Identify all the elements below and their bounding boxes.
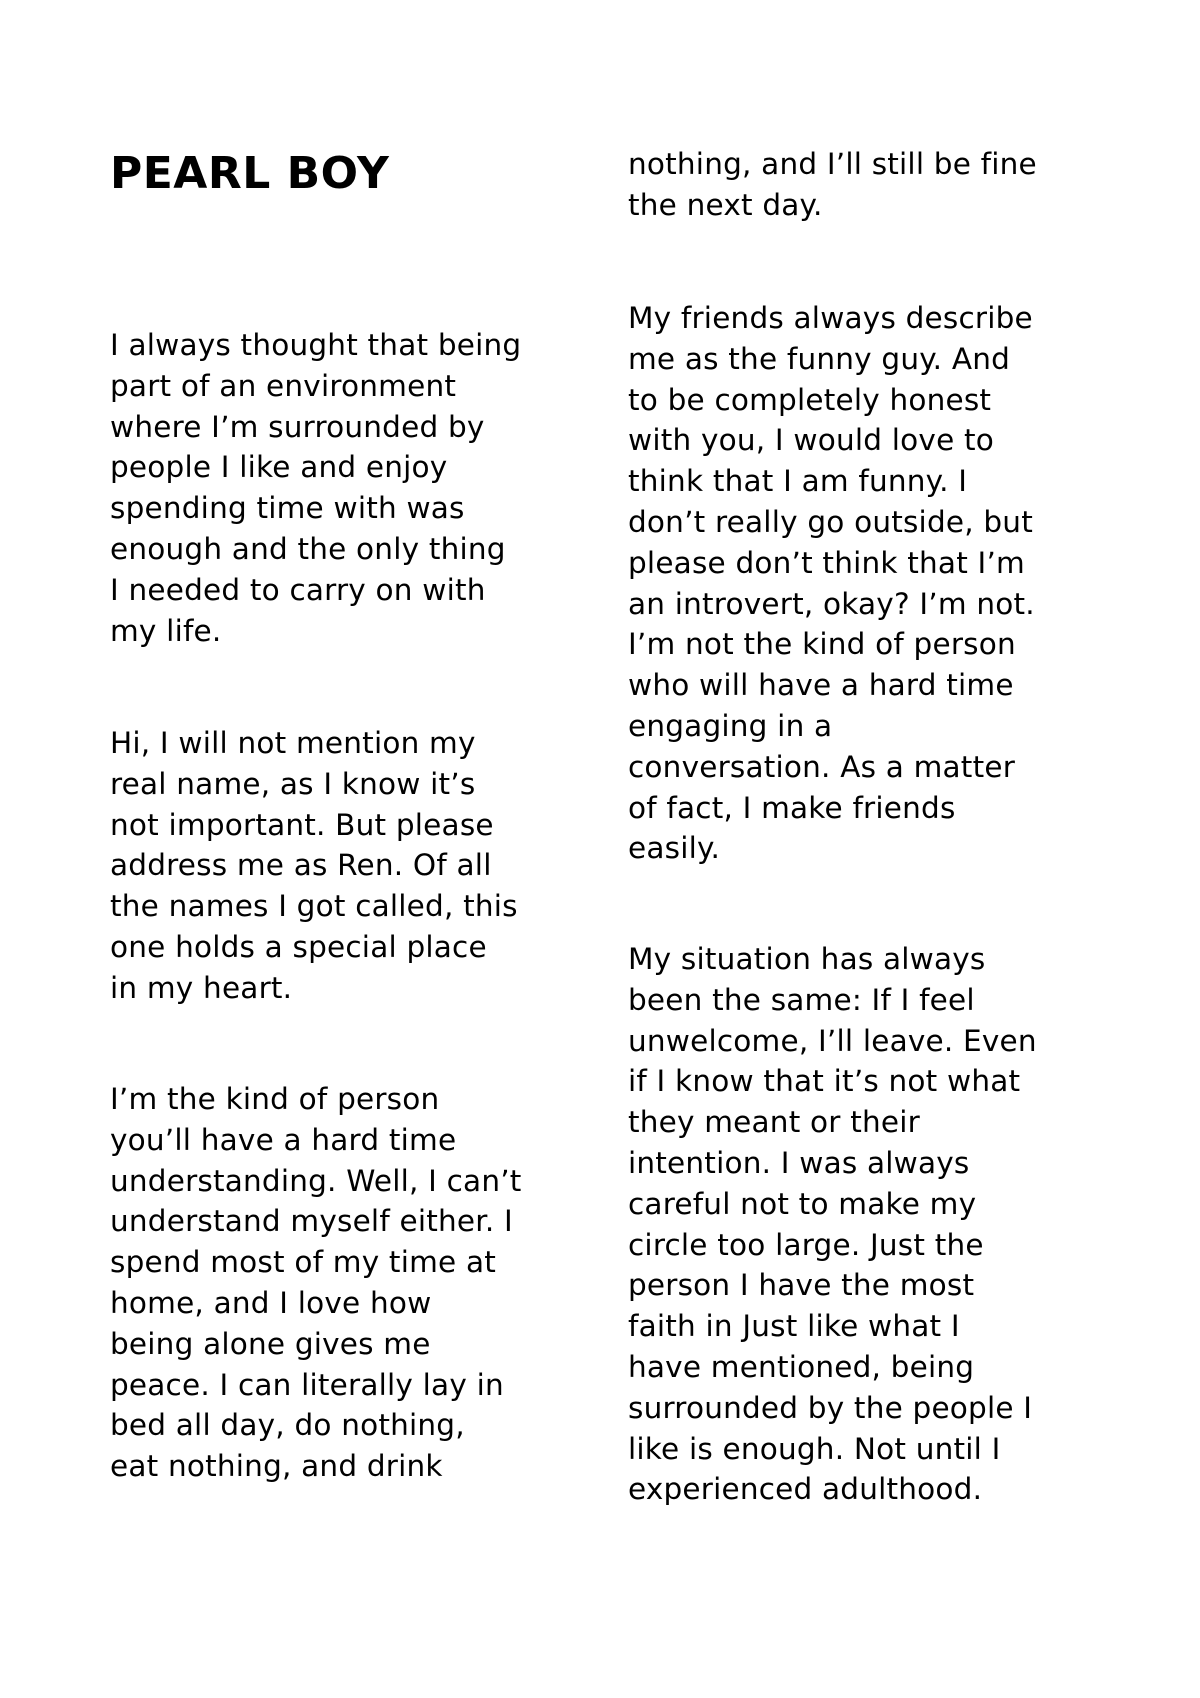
text-line: I’m the kind of person xyxy=(110,1082,440,1116)
text-line: engaging in a xyxy=(628,708,833,743)
text-line: I needed to carry on with xyxy=(110,572,486,607)
document-title: PEARL BOY xyxy=(110,148,390,199)
text-line: who will have a hard time xyxy=(628,668,1014,703)
text-line: the next day. xyxy=(628,187,823,222)
text-line: with you, I would love to xyxy=(628,423,995,458)
text-line: have mentioned, being xyxy=(628,1349,975,1384)
text-line: bed all day, do nothing, xyxy=(110,1408,465,1443)
text-line: address me as Ren. Of all xyxy=(110,848,492,883)
text-line: I’m not the kind of person xyxy=(628,627,1016,662)
text-line: not important. But please xyxy=(110,807,494,842)
text-line: spending time with was xyxy=(110,491,465,526)
text-line: conversation. As a matter xyxy=(628,749,1016,784)
text-line: home, and I love how xyxy=(110,1285,432,1320)
paragraph xyxy=(628,939,1037,1510)
text-line: circle too large. Just the xyxy=(628,1227,984,1262)
text-line: easily. xyxy=(628,831,721,866)
text-line: understand myself either. I xyxy=(110,1204,513,1239)
text-line: where I’m surrounded by xyxy=(110,409,485,444)
text-line: nothing, and I’ll still be fine xyxy=(628,147,1037,181)
text-line: one holds a special place xyxy=(110,929,487,964)
text-line: me as the funny guy. And xyxy=(628,341,1011,376)
text-line: being alone gives me xyxy=(110,1326,431,1361)
text-line: part of an environment xyxy=(110,368,457,403)
paragraph xyxy=(110,325,521,651)
text-line: in my heart. xyxy=(110,970,293,1005)
text-line: faith in Just like what I xyxy=(628,1309,960,1344)
text-line: please don’t think that I’m xyxy=(628,545,1025,580)
text-line: My friends always describe xyxy=(628,301,1033,335)
paragraph xyxy=(110,723,518,1009)
text-line: surrounded by the people I xyxy=(628,1390,1033,1425)
text-line: think that I am funny. I xyxy=(628,464,968,499)
text-line: experienced adulthood. xyxy=(628,1472,983,1507)
text-line: you’ll have a hard time xyxy=(110,1122,457,1157)
text-line: people I like and enjoy xyxy=(110,450,448,485)
text-line: like is enough. Not until I xyxy=(628,1431,1001,1466)
text-line: they meant or their xyxy=(628,1105,920,1140)
text-line: the names I got called, this xyxy=(110,889,518,924)
text-line: My situation has always xyxy=(628,942,986,976)
text-line: spend most of my time at xyxy=(110,1245,496,1280)
paragraph xyxy=(628,298,1035,869)
text-line: peace. I can literally lay in xyxy=(110,1367,504,1402)
paragraph xyxy=(110,1079,522,1487)
text-line: my life. xyxy=(110,613,222,648)
text-line: enough and the only thing xyxy=(110,531,506,566)
text-line: understanding. Well, I can’t xyxy=(110,1163,522,1198)
text-line: eat nothing, and drink xyxy=(110,1449,443,1484)
text-line: careful not to make my xyxy=(628,1186,977,1221)
text-line: of fact, I make friends xyxy=(628,790,956,825)
text-line: real name, as I know it’s xyxy=(110,766,476,801)
text-line: been the same: If I feel xyxy=(628,982,975,1017)
text-line: don’t really go outside, but xyxy=(628,504,1033,539)
text-line: I always thought that being xyxy=(110,328,522,362)
text-line: unwelcome, I’ll leave. Even xyxy=(628,1023,1037,1058)
text-line: intention. I was always xyxy=(628,1145,970,1180)
text-line: to be completely honest xyxy=(628,382,992,417)
text-line: if I know that it’s not what xyxy=(628,1064,1021,1099)
paragraph xyxy=(628,144,1037,226)
text-line: person I have the most xyxy=(628,1268,975,1303)
text-line: Hi, I will not mention my xyxy=(110,726,476,760)
text-line: an introvert, okay? I’m not. xyxy=(628,586,1035,621)
